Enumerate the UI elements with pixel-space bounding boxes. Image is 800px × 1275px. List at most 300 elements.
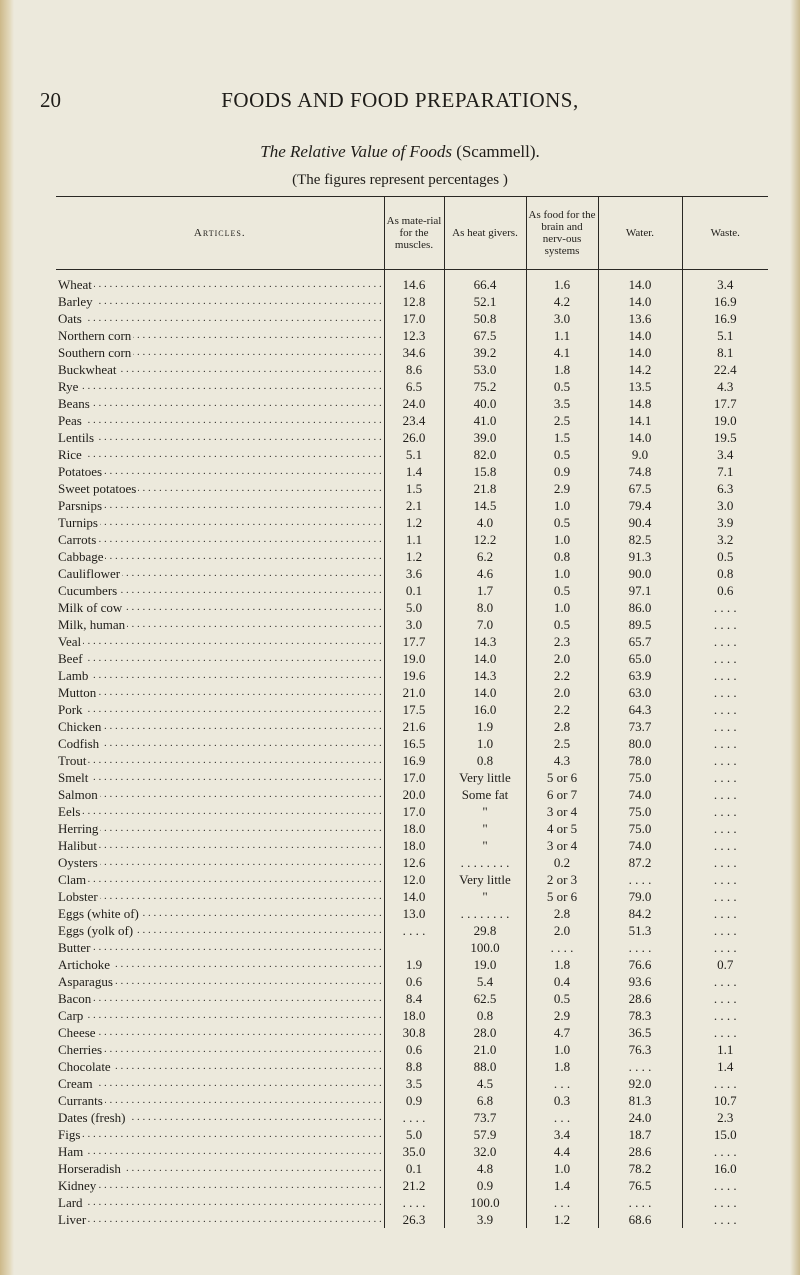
table-row bbox=[56, 361, 768, 378]
table-row bbox=[56, 412, 768, 429]
waste-value: . . . . bbox=[682, 837, 768, 854]
food-name-text: Cabbage bbox=[58, 549, 104, 564]
food-name-text: Mutton bbox=[58, 685, 97, 700]
food-name-text: Halibut bbox=[58, 838, 97, 853]
food-name bbox=[56, 922, 384, 939]
waste-value: 0.6 bbox=[682, 582, 768, 599]
food-name bbox=[56, 497, 384, 514]
muscles-value: 5.1 bbox=[384, 446, 444, 463]
waste-value: 0.5 bbox=[682, 548, 768, 565]
waste-value: 1.4 bbox=[682, 1058, 768, 1075]
water-value: 91.3 bbox=[598, 548, 682, 565]
water-value: 97.1 bbox=[598, 582, 682, 599]
food-name bbox=[56, 1109, 384, 1126]
brain-value: 1.8 bbox=[526, 361, 598, 378]
muscles-value: 2.1 bbox=[384, 497, 444, 514]
table-row bbox=[56, 582, 768, 599]
water-value: 14.2 bbox=[598, 361, 682, 378]
heat-value: 4.0 bbox=[444, 514, 526, 531]
heat-value: 88.0 bbox=[444, 1058, 526, 1075]
food-name-text: Lobster bbox=[58, 889, 98, 904]
heat-value: Very little bbox=[444, 769, 526, 786]
muscles-value: 16.5 bbox=[384, 735, 444, 752]
muscles-value: 21.6 bbox=[384, 718, 444, 735]
food-value-table bbox=[56, 196, 768, 1228]
food-name bbox=[56, 701, 384, 718]
heat-value: 19.0 bbox=[444, 956, 526, 973]
table-row bbox=[56, 956, 768, 973]
muscles-value: 14.0 bbox=[384, 888, 444, 905]
waste-value: . . . . bbox=[682, 752, 768, 769]
brain-value: 2.2 bbox=[526, 701, 598, 718]
waste-value: 3.2 bbox=[682, 531, 768, 548]
food-name bbox=[56, 888, 384, 905]
water-value: 65.7 bbox=[598, 633, 682, 650]
heat-value: 21.8 bbox=[444, 480, 526, 497]
muscles-value: 34.6 bbox=[384, 344, 444, 361]
food-name-text: Carrots bbox=[58, 532, 97, 547]
food-name bbox=[56, 786, 384, 803]
heat-value: 6.2 bbox=[444, 548, 526, 565]
waste-value: . . . . bbox=[682, 888, 768, 905]
heat-value: . . . . . . . . bbox=[444, 905, 526, 922]
table-row bbox=[56, 684, 768, 701]
waste-value: 15.0 bbox=[682, 1126, 768, 1143]
column-header-waste: Waste. bbox=[682, 197, 768, 270]
muscles-value: 13.0 bbox=[384, 905, 444, 922]
brain-value: 2.5 bbox=[526, 735, 598, 752]
water-value: . . . . bbox=[598, 1194, 682, 1211]
food-name-text: Barley bbox=[58, 294, 93, 309]
heat-value: 6.8 bbox=[444, 1092, 526, 1109]
food-name-text: Cheese bbox=[58, 1025, 96, 1040]
water-value: 90.4 bbox=[598, 514, 682, 531]
food-name bbox=[56, 990, 384, 1007]
waste-value: . . . . bbox=[682, 973, 768, 990]
food-name bbox=[56, 684, 384, 701]
waste-value: . . . . bbox=[682, 1194, 768, 1211]
waste-value: . . . . bbox=[682, 939, 768, 956]
waste-value: . . . . bbox=[682, 1177, 768, 1194]
waste-value: . . . . bbox=[682, 684, 768, 701]
table-row bbox=[56, 1160, 768, 1177]
heat-value: 100.0 bbox=[444, 939, 526, 956]
heat-value: 7.0 bbox=[444, 616, 526, 633]
water-value: 28.6 bbox=[598, 990, 682, 1007]
table-row bbox=[56, 1143, 768, 1160]
waste-value: 22.4 bbox=[682, 361, 768, 378]
muscles-value: 3.0 bbox=[384, 616, 444, 633]
food-name bbox=[56, 1194, 384, 1211]
waste-value: 8.1 bbox=[682, 344, 768, 361]
table-row bbox=[56, 1109, 768, 1126]
page-number: 20 bbox=[40, 88, 61, 112]
table-row bbox=[56, 1024, 768, 1041]
food-name-text: Lard bbox=[58, 1195, 83, 1210]
water-value: 82.5 bbox=[598, 531, 682, 548]
water-value: 78.0 bbox=[598, 752, 682, 769]
waste-value: . . . . bbox=[682, 1075, 768, 1092]
brain-value: 1.5 bbox=[526, 429, 598, 446]
water-value: 90.0 bbox=[598, 565, 682, 582]
brain-value: 6 or 7 bbox=[526, 786, 598, 803]
brain-value: 1.8 bbox=[526, 956, 598, 973]
muscles-value: 26.3 bbox=[384, 1211, 444, 1228]
brain-value: 0.8 bbox=[526, 548, 598, 565]
food-name-text: Lamb bbox=[58, 668, 89, 683]
table-row bbox=[56, 786, 768, 803]
heat-value: " bbox=[444, 837, 526, 854]
food-name-text: Chicken bbox=[58, 719, 102, 734]
table-row bbox=[56, 701, 768, 718]
running-head: FOODS AND FOOD PREPARATIONS, bbox=[221, 88, 579, 112]
food-name-text: Butter bbox=[58, 940, 91, 955]
food-name-text: Northern corn bbox=[58, 328, 132, 343]
muscles-value: 5.0 bbox=[384, 1126, 444, 1143]
table-row bbox=[56, 752, 768, 769]
water-value: 65.0 bbox=[598, 650, 682, 667]
food-name-text: Rice bbox=[58, 447, 82, 462]
muscles-value: 0.9 bbox=[384, 1092, 444, 1109]
muscles-value: . . . . bbox=[384, 922, 444, 939]
table-title bbox=[0, 142, 800, 162]
water-value: 78.2 bbox=[598, 1160, 682, 1177]
food-name-text: Artichoke bbox=[58, 957, 110, 972]
table-row bbox=[56, 718, 768, 735]
waste-value: . . . . bbox=[682, 1024, 768, 1041]
brain-value: 3 or 4 bbox=[526, 803, 598, 820]
table-row bbox=[56, 531, 768, 548]
muscles-value: 1.9 bbox=[384, 956, 444, 973]
table-row bbox=[56, 735, 768, 752]
column-header-brain: As food for the brain and nerv-ous systems bbox=[526, 197, 598, 270]
waste-value: 3.0 bbox=[682, 497, 768, 514]
food-name-text: Trout bbox=[58, 753, 87, 768]
food-name bbox=[56, 480, 384, 497]
muscles-value: 18.0 bbox=[384, 1007, 444, 1024]
table-row bbox=[56, 327, 768, 344]
heat-value: 21.0 bbox=[444, 1041, 526, 1058]
food-name bbox=[56, 667, 384, 684]
food-name bbox=[56, 310, 384, 327]
muscles-value: 20.0 bbox=[384, 786, 444, 803]
food-name bbox=[56, 1041, 384, 1058]
water-value: 93.6 bbox=[598, 973, 682, 990]
food-name-text: Buckwheat bbox=[58, 362, 117, 377]
table-row bbox=[56, 565, 768, 582]
food-name bbox=[56, 1058, 384, 1075]
food-name-text: Parsnips bbox=[58, 498, 103, 513]
table-row bbox=[56, 888, 768, 905]
column-header-muscles: As mate-rial for the muscles. bbox=[384, 197, 444, 270]
table-subtitle: (The figures represent percentages ) bbox=[292, 172, 508, 188]
food-name bbox=[56, 344, 384, 361]
water-value: 14.8 bbox=[598, 395, 682, 412]
waste-value: 17.7 bbox=[682, 395, 768, 412]
food-name bbox=[56, 395, 384, 412]
brain-value: 2.5 bbox=[526, 412, 598, 429]
waste-value: . . . . bbox=[682, 1007, 768, 1024]
brain-value: 0.3 bbox=[526, 1092, 598, 1109]
waste-value: 3.4 bbox=[682, 270, 768, 294]
brain-value: 2.0 bbox=[526, 922, 598, 939]
food-name bbox=[56, 548, 384, 565]
food-name bbox=[56, 1143, 384, 1160]
water-value: 28.6 bbox=[598, 1143, 682, 1160]
brain-value: . . . . bbox=[526, 939, 598, 956]
heat-value: 39.0 bbox=[444, 429, 526, 446]
waste-value: . . . . bbox=[682, 667, 768, 684]
muscles-value bbox=[384, 939, 444, 956]
brain-value: 0.5 bbox=[526, 446, 598, 463]
brain-value: 5 or 6 bbox=[526, 888, 598, 905]
heat-value: 66.4 bbox=[444, 270, 526, 294]
brain-value: 4.2 bbox=[526, 293, 598, 310]
heat-value: 3.9 bbox=[444, 1211, 526, 1228]
heat-value: 14.3 bbox=[444, 667, 526, 684]
food-name-text: Beans bbox=[58, 396, 90, 411]
table-row bbox=[56, 1007, 768, 1024]
waste-value: 16.0 bbox=[682, 1160, 768, 1177]
waste-value: . . . . bbox=[682, 650, 768, 667]
food-name bbox=[56, 531, 384, 548]
heat-value: 100.0 bbox=[444, 1194, 526, 1211]
water-value: 80.0 bbox=[598, 735, 682, 752]
table-row bbox=[56, 1194, 768, 1211]
muscles-value: 6.5 bbox=[384, 378, 444, 395]
waste-value: 1.1 bbox=[682, 1041, 768, 1058]
table-row bbox=[56, 429, 768, 446]
muscles-value: 17.7 bbox=[384, 633, 444, 650]
column-header-heat: As heat givers. bbox=[444, 197, 526, 270]
table-row bbox=[56, 1177, 768, 1194]
food-name bbox=[56, 429, 384, 446]
water-value: 13.6 bbox=[598, 310, 682, 327]
waste-value: 19.5 bbox=[682, 429, 768, 446]
food-name-text: Lentils bbox=[58, 430, 95, 445]
waste-value: 3.4 bbox=[682, 446, 768, 463]
water-value: 51.3 bbox=[598, 922, 682, 939]
heat-value: " bbox=[444, 888, 526, 905]
heat-value: 5.4 bbox=[444, 973, 526, 990]
table-row bbox=[56, 1041, 768, 1058]
food-name-text: Turnips bbox=[58, 515, 98, 530]
heat-value: 14.0 bbox=[444, 650, 526, 667]
food-name-text: Cauliflower bbox=[58, 566, 121, 581]
brain-value: 0.5 bbox=[526, 582, 598, 599]
waste-value: . . . . bbox=[682, 1211, 768, 1228]
food-name bbox=[56, 973, 384, 990]
brain-value: 1.0 bbox=[526, 1160, 598, 1177]
food-name-text: Clam bbox=[58, 872, 87, 887]
waste-value: 4.3 bbox=[682, 378, 768, 395]
waste-value: . . . . bbox=[682, 769, 768, 786]
waste-value: . . . . bbox=[682, 990, 768, 1007]
muscles-value: 1.5 bbox=[384, 480, 444, 497]
heat-value: " bbox=[444, 803, 526, 820]
muscles-value: 12.6 bbox=[384, 854, 444, 871]
waste-value: 0.8 bbox=[682, 565, 768, 582]
muscles-value: 12.3 bbox=[384, 327, 444, 344]
heat-value: 0.9 bbox=[444, 1177, 526, 1194]
table-row bbox=[56, 820, 768, 837]
food-name-text: Veal bbox=[58, 634, 82, 649]
muscles-value: . . . . bbox=[384, 1109, 444, 1126]
food-name-text: Liver bbox=[58, 1212, 87, 1227]
food-name bbox=[56, 446, 384, 463]
water-value: 92.0 bbox=[598, 1075, 682, 1092]
heat-value: 1.7 bbox=[444, 582, 526, 599]
brain-value: 3 or 4 bbox=[526, 837, 598, 854]
water-value: 87.2 bbox=[598, 854, 682, 871]
table-row bbox=[56, 497, 768, 514]
muscles-value: 35.0 bbox=[384, 1143, 444, 1160]
muscles-value: 0.6 bbox=[384, 973, 444, 990]
waste-value: . . . . bbox=[682, 616, 768, 633]
water-value: 76.6 bbox=[598, 956, 682, 973]
heat-value: 29.8 bbox=[444, 922, 526, 939]
brain-value: 4.3 bbox=[526, 752, 598, 769]
heat-value: Some fat bbox=[444, 786, 526, 803]
food-name bbox=[56, 270, 384, 294]
muscles-value: 8.4 bbox=[384, 990, 444, 1007]
water-value: 14.0 bbox=[598, 429, 682, 446]
table-row bbox=[56, 310, 768, 327]
heat-value: 12.2 bbox=[444, 531, 526, 548]
table-row bbox=[56, 1058, 768, 1075]
table-row bbox=[56, 480, 768, 497]
muscles-value: 0.1 bbox=[384, 582, 444, 599]
table-row bbox=[56, 973, 768, 990]
food-name-text: Herring bbox=[58, 821, 99, 836]
water-value: 14.0 bbox=[598, 327, 682, 344]
brain-value: 0.9 bbox=[526, 463, 598, 480]
muscles-value: 30.8 bbox=[384, 1024, 444, 1041]
muscles-value: 3.6 bbox=[384, 565, 444, 582]
muscles-value: 16.9 bbox=[384, 752, 444, 769]
brain-value: 2.8 bbox=[526, 905, 598, 922]
muscles-value: 8.8 bbox=[384, 1058, 444, 1075]
brain-value: 1.0 bbox=[526, 565, 598, 582]
brain-value: 0.2 bbox=[526, 854, 598, 871]
food-name bbox=[56, 752, 384, 769]
waste-value: 7.1 bbox=[682, 463, 768, 480]
food-name-text: Dates (fresh) bbox=[58, 1110, 126, 1125]
water-value: 18.7 bbox=[598, 1126, 682, 1143]
water-value: 89.5 bbox=[598, 616, 682, 633]
heat-value: 73.7 bbox=[444, 1109, 526, 1126]
food-name-text: Cucumbers bbox=[58, 583, 118, 598]
brain-value: 1.6 bbox=[526, 270, 598, 294]
muscles-value: 0.6 bbox=[384, 1041, 444, 1058]
brain-value: 1.0 bbox=[526, 497, 598, 514]
food-name bbox=[56, 803, 384, 820]
food-name-text: Currants bbox=[58, 1093, 103, 1108]
heat-value: 57.9 bbox=[444, 1126, 526, 1143]
heat-value: 8.0 bbox=[444, 599, 526, 616]
table-row bbox=[56, 837, 768, 854]
table-row bbox=[56, 922, 768, 939]
heat-value: 4.5 bbox=[444, 1075, 526, 1092]
muscles-value: 14.6 bbox=[384, 270, 444, 294]
water-value: . . . . bbox=[598, 939, 682, 956]
heat-value: 53.0 bbox=[444, 361, 526, 378]
water-value: 9.0 bbox=[598, 446, 682, 463]
waste-value: . . . . bbox=[682, 803, 768, 820]
water-value: 68.6 bbox=[598, 1211, 682, 1228]
food-name bbox=[56, 1075, 384, 1092]
table-row bbox=[56, 990, 768, 1007]
food-name bbox=[56, 1126, 384, 1143]
water-value: 74.0 bbox=[598, 837, 682, 854]
food-name bbox=[56, 378, 384, 395]
waste-value: 6.3 bbox=[682, 480, 768, 497]
water-value: 79.0 bbox=[598, 888, 682, 905]
heat-value: 52.1 bbox=[444, 293, 526, 310]
food-name bbox=[56, 939, 384, 956]
brain-value: 0.5 bbox=[526, 378, 598, 395]
food-name bbox=[56, 956, 384, 973]
table-row bbox=[56, 871, 768, 888]
waste-value: . . . . bbox=[682, 735, 768, 752]
heat-value: 14.0 bbox=[444, 684, 526, 701]
table-title-author: (Scammell). bbox=[456, 142, 540, 161]
muscles-value: 26.0 bbox=[384, 429, 444, 446]
heat-value: 39.2 bbox=[444, 344, 526, 361]
food-name-text: Beef bbox=[58, 651, 83, 666]
heat-value: " bbox=[444, 820, 526, 837]
food-name-text: Peas bbox=[58, 413, 82, 428]
brain-value: 1.0 bbox=[526, 599, 598, 616]
brain-value: 0.5 bbox=[526, 990, 598, 1007]
brain-value: . . . bbox=[526, 1075, 598, 1092]
heat-value: 14.3 bbox=[444, 633, 526, 650]
brain-value: 2 or 3 bbox=[526, 871, 598, 888]
table-row bbox=[56, 344, 768, 361]
food-name bbox=[56, 1211, 384, 1228]
water-value: 86.0 bbox=[598, 599, 682, 616]
table-row bbox=[56, 854, 768, 871]
heat-value: 1.0 bbox=[444, 735, 526, 752]
heat-value: 50.8 bbox=[444, 310, 526, 327]
brain-value: 2.0 bbox=[526, 684, 598, 701]
brain-value: 2.8 bbox=[526, 718, 598, 735]
water-value: 73.7 bbox=[598, 718, 682, 735]
food-name bbox=[56, 293, 384, 310]
food-name bbox=[56, 361, 384, 378]
heat-value: 75.2 bbox=[444, 378, 526, 395]
water-value: 67.5 bbox=[598, 480, 682, 497]
water-value: 78.3 bbox=[598, 1007, 682, 1024]
heat-value: 62.5 bbox=[444, 990, 526, 1007]
muscles-value: 8.6 bbox=[384, 361, 444, 378]
heat-value: 41.0 bbox=[444, 412, 526, 429]
muscles-value: 1.4 bbox=[384, 463, 444, 480]
table-row bbox=[56, 616, 768, 633]
muscles-value: 12.0 bbox=[384, 871, 444, 888]
brain-value: 0.5 bbox=[526, 514, 598, 531]
water-value: 14.0 bbox=[598, 344, 682, 361]
heat-value: 1.9 bbox=[444, 718, 526, 735]
heat-value: 14.5 bbox=[444, 497, 526, 514]
brain-value: 4.1 bbox=[526, 344, 598, 361]
food-name bbox=[56, 599, 384, 616]
brain-value: 0.5 bbox=[526, 616, 598, 633]
food-name-text: Ham bbox=[58, 1144, 84, 1159]
waste-value: 10.7 bbox=[682, 1092, 768, 1109]
muscles-value: 17.5 bbox=[384, 701, 444, 718]
food-name bbox=[56, 565, 384, 582]
